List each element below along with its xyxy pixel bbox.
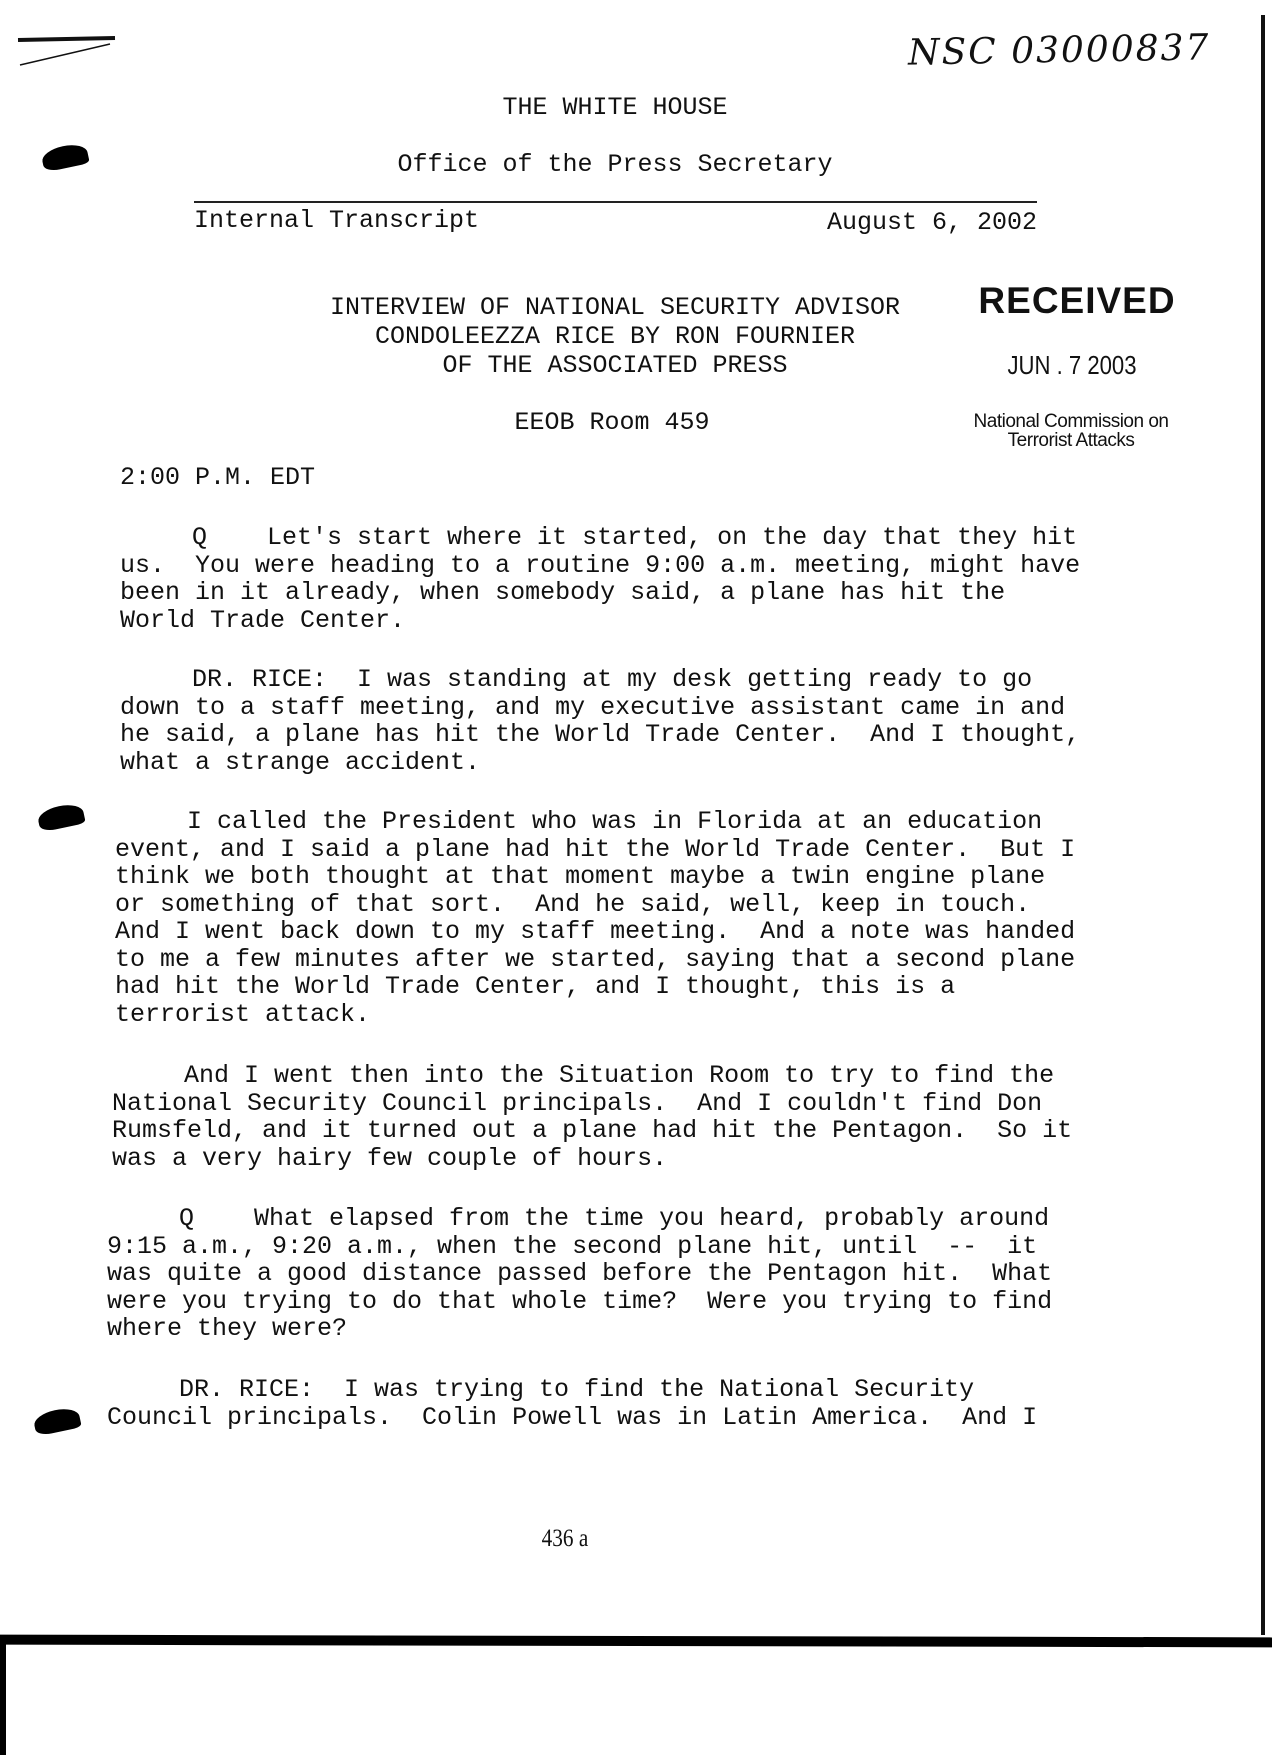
document-date: August 6, 2002 [826, 208, 1037, 237]
transcript-line: he said, a plane has hit the World Trade Center. And I thought, [120, 720, 1081, 749]
received-stamp: RECEIVED [978, 280, 1176, 321]
transcript-line: I called the President who was in Florida at an education [187, 807, 1043, 836]
transcript-paragraph [120, 524, 1080, 634]
transcript-line: down to a staff meeting, and my executive assistant came in and [120, 692, 1066, 722]
page-number: 436 a [541, 1525, 589, 1552]
transcript-paragraph [120, 666, 1080, 776]
transcript-line: Council principals. Colin Powell was in Latin America. And I [107, 1402, 1038, 1432]
punch-hole-mark [36, 801, 86, 832]
transcript-line: And I went then into the Situation Room to try to find the [184, 1061, 1055, 1090]
received-stamp-date: JUN . 7 2003 [1007, 350, 1137, 380]
transcript-line: Q What elapsed from the time you heard, probably around [179, 1204, 1050, 1233]
transcript-line: were you trying to do that whole time? Were you trying to find [107, 1286, 1053, 1316]
org-heading: THE WHITE HOUSE [502, 93, 728, 122]
transcript-line: event, and I said a plane had hit the World Trade Center. But I [115, 834, 1076, 864]
punch-hole-mark [32, 1405, 82, 1436]
title-line: OF THE ASSOCIATED PRESS [442, 351, 788, 380]
transcript-line: where they were? [107, 1314, 348, 1343]
pen-mark [10, 30, 120, 80]
transcript-line: terrorist attack. [115, 999, 371, 1029]
transcript-line: National Security Council principals. And I couldn't find Don [112, 1088, 1043, 1118]
location: EEOB Room 459 [514, 408, 710, 437]
transcript-line: been in it already, when somebody said, a plane has hit the [120, 578, 1006, 607]
transcript-line: or something of that sort. And he said, well, keep in touch. [115, 889, 1031, 919]
document-type: Internal Transcript [194, 206, 480, 235]
transcript-line: DR. RICE: I was trying to find the National Security [179, 1375, 975, 1404]
scan-edge-right [1261, 15, 1265, 1635]
office-heading: Office of the Press Secretary [397, 150, 833, 179]
stamp-org-line: National Commission on [973, 411, 1169, 432]
transcript-paragraph [107, 1376, 1037, 1431]
transcript-line: think we both thought at that moment maybe a twin engine plane [115, 862, 1046, 891]
transcript-line: 9:15 a.m., 9:20 a.m., when the second plane hit, until -- it [107, 1231, 1038, 1261]
transcript-line: was quite a good distance passed before the Pentagon hit. What [107, 1259, 1053, 1288]
transcript-line: was a very hairy few couple of hours. [112, 1143, 668, 1173]
scan-edge-bottom [0, 1635, 1272, 1648]
title-line: CONDOLEEZZA RICE BY RON FOURNIER [374, 322, 856, 351]
header-divider [194, 201, 1037, 203]
transcript-paragraph [115, 808, 1075, 1028]
transcript-line: Rumsfeld, and it turned out a plane had hit the Pentagon. So it [112, 1116, 1073, 1145]
transcript-line: had hit the World Trade Center, and I thought, this is a [115, 972, 956, 1001]
transcript-line: And I went back down to my staff meeting. And a note was handed [115, 917, 1076, 946]
handwritten-document-id: NSC 03000837 [907, 27, 1211, 74]
transcript-line: what a strange accident. [120, 747, 481, 777]
transcript-line: Q Let's start where it started, on the day that they hit [192, 523, 1078, 552]
transcript-line: us. You were heading to a routine 9:00 a.m. meeting, might have [120, 550, 1081, 580]
scan-edge-left [0, 1640, 6, 1755]
stamp-org-line: Terrorist Attacks [1007, 430, 1135, 451]
transcript-paragraph [107, 1205, 1052, 1343]
punch-hole-mark [40, 141, 90, 172]
transcript-paragraph [112, 1062, 1072, 1172]
transcript-line: DR. RICE: I was standing at my desk getting ready to go [192, 665, 1033, 694]
transcript-line: to me a few minutes after we started, saying that a second plane [115, 944, 1076, 974]
transcript-time: 2:00 P.M. EDT [120, 463, 316, 492]
transcript-line: World Trade Center. [120, 605, 406, 635]
title-line: INTERVIEW OF NATIONAL SECURITY ADVISOR [329, 293, 901, 322]
